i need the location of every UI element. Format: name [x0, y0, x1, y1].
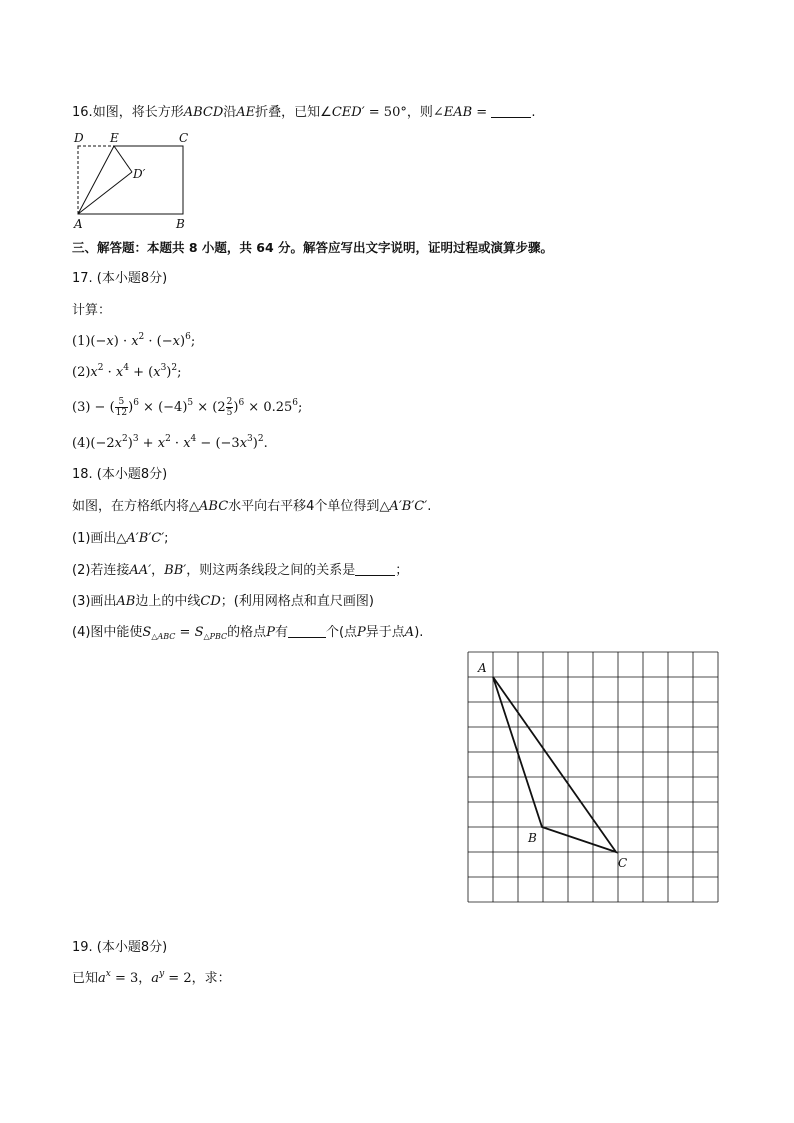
answer-blank[interactable]: [491, 105, 531, 118]
grid-label-C: C: [618, 856, 628, 870]
grid-label-B: B: [528, 831, 537, 845]
q16-text: 16.如图，将长方形ABCD沿AE折叠，已知∠CED′ = 50°，则∠EAB = .: [72, 105, 536, 120]
q18-part2: (2)若连接AA′，BB′，则这两条线段之间的关系是 ；: [72, 563, 409, 578]
answer-blank[interactable]: [288, 625, 326, 638]
label-D: D: [74, 131, 84, 145]
q18-header: 18. (本小题8分): [72, 467, 168, 482]
label-Dprime: D′: [133, 167, 146, 181]
q18-part3: (3)画出AB边上的中线CD；(利用网格点和直尺画图): [72, 594, 374, 609]
label-B: B: [176, 217, 185, 231]
answer-blank[interactable]: [355, 563, 395, 576]
q18-part1: (1)画出△A′B′C′;: [72, 531, 169, 546]
q17-item4: $(4)(-2x^2)^3 + x^2 \cdot x^4 - (-3x^3)^2$.: [72, 434, 268, 451]
grid-label-A: A: [478, 661, 487, 675]
triangle-abc: [493, 677, 616, 852]
label-A: A: [74, 217, 83, 231]
q17-item2: $(2)x^2 \cdot x^4 + (x^3)^2$;: [72, 363, 182, 380]
q18-part4: (4)图中能使$S_{\triangle ABC} = S_{\triangle PBC}$的格点P有 个(点P异于点A).: [72, 625, 424, 641]
q19-header: 19. (本小题8分): [72, 940, 168, 955]
q19-text: 已知$a^x = 3$，$a^y = 2$，求：: [72, 969, 231, 986]
label-C: C: [179, 131, 189, 145]
q17-item1: $(1)(-x) \cdot x^2 \cdot (-x)^6$;: [72, 332, 196, 349]
q17-header: 17. (本小题8分): [72, 271, 168, 286]
q17-item3: (3) − ( $\frac{5}{12}$ )$^6 \times (-4)^5 \times (2$ $\frac{2}{5}$ )$^6 \times 0.25^6$;: [72, 397, 303, 418]
q18-grid-figure: [466, 650, 721, 905]
q17-intro: 计算：: [72, 303, 112, 318]
q18-intro: 如图，在方格纸内将△ABC水平向右平移4个单位得到△A′B′C′.: [72, 499, 432, 514]
label-E: E: [110, 131, 119, 145]
section3-heading: 三、解答题：本题共 8 小题，共 64 分。解答应写出文字说明，证明过程或演算步骤。: [72, 240, 554, 255]
q16-figure: [68, 128, 198, 232]
